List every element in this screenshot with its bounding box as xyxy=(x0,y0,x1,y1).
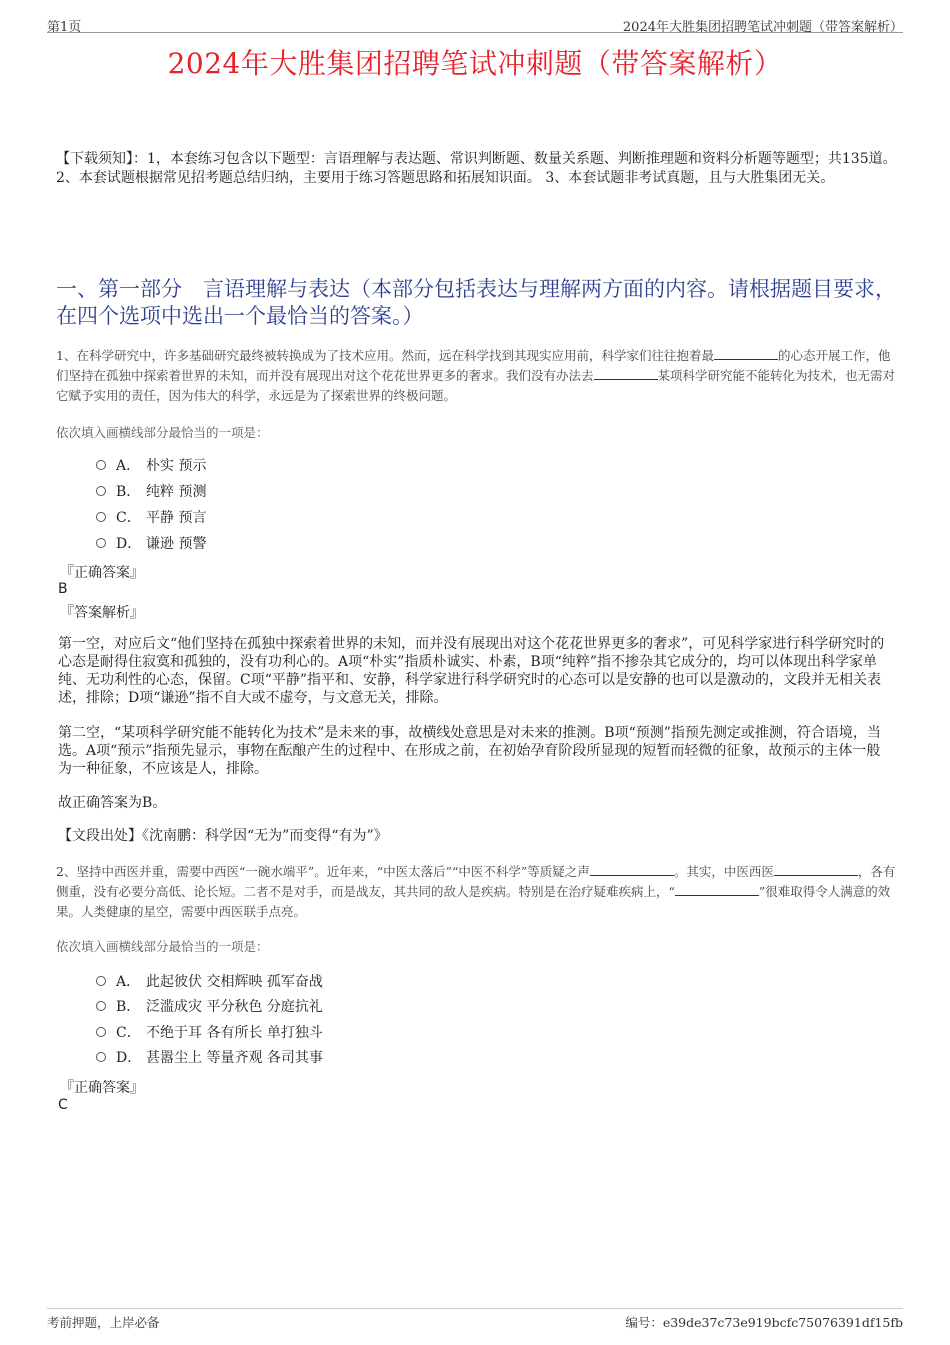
analysis-label: 『答案解析』 xyxy=(60,605,144,621)
page-number: 第1页 xyxy=(47,20,82,35)
analysis-conclusion: 故正确答案为B。 xyxy=(58,795,167,811)
text-source: 【文段出处】《沈南鹏：科学因“无为”而变得“有为”》 xyxy=(58,828,388,844)
analysis-paragraph-1: 第一空，对应后文“他们坚持在孤独中探索着世界的未知，而并没有展现出对这个花花世界更多的奢求”，可见科学家进行科学研究时的心态是耐得住寂寞和孤独的，没有功利心的。A项“朴实”指质朴诚实、朴素，B项“纯粹”指不掺杂其它成分的，均可以体现出科学家单纯、无功利性的心态，保留。C项“平静”指平和、安静，科学家进行科学研究时的心态可以是安静的也可以是激动的，文段并无相关表述，排除；D项“谦逊”指不自大或不虚夸，与文意无关，排除。 xyxy=(58,636,885,706)
blank-line xyxy=(590,863,674,876)
download-notice: 【下载须知】：1，本套练习包含以下题型：言语理解与表达题、常识判断题、数量关系题、判断推理题和资料分析题等题型；共135道。 2、本套试题根据常见招考题总结归纳，主要用于练习答题思路和拓展知识面。 3、本套试题非考试真题，且与大胜集团无关。 xyxy=(56,151,897,186)
radio-icon[interactable] xyxy=(96,1052,106,1062)
radio-icon[interactable] xyxy=(96,976,106,986)
blank-line xyxy=(714,347,778,360)
radio-icon[interactable] xyxy=(96,512,106,522)
question-2-option-a[interactable]: A． 此起彼伏 交相辉映 孤军奋战 xyxy=(96,972,323,992)
blank-line xyxy=(675,883,759,896)
blank-line xyxy=(774,863,858,876)
radio-icon[interactable] xyxy=(96,1027,106,1037)
question-2-option-b[interactable]: B． 泛滥成灾 平分秋色 分庭抗礼 xyxy=(96,997,323,1017)
page-header xyxy=(47,14,903,33)
question-1-prompt: 依次填入画横线部分最恰当的一项是： xyxy=(56,425,269,440)
question-1-option-b[interactable]: B． 纯粹 预测 xyxy=(96,482,206,502)
question-1-option-c[interactable]: C． 平静 预言 xyxy=(96,508,206,528)
blank-line xyxy=(594,367,658,380)
question-2-text: 2、坚持中西医并重，需要中西医“一碗水端平”。近年来，“中医太落后”“中医不科学”等质疑之声 。其实，中医西医 ，各有侧重，没有必要分高低、论长短。二者不是对手，而是战友，其共同的敌人是疾病。特别是在治疗疑难疾病上，“ ”很难取得令人满意的效果。人类健康的星空，需要中西医联手点亮。 xyxy=(56,864,896,919)
footer-document-id: 编号：e39de37c73e919bcfc75076391df15fb xyxy=(625,1315,903,1330)
answer-label: 『正确答案』 xyxy=(60,1080,144,1096)
radio-icon[interactable] xyxy=(96,486,106,496)
question-1-option-a[interactable]: A． 朴实 预示 xyxy=(96,456,206,476)
radio-icon[interactable] xyxy=(96,538,106,548)
footer-divider xyxy=(47,1308,903,1309)
question-1-option-d[interactable]: D． 谦逊 预警 xyxy=(96,534,206,554)
radio-icon[interactable] xyxy=(96,1001,106,1011)
answer-value: B xyxy=(58,581,68,597)
radio-icon[interactable] xyxy=(96,460,106,470)
question-2-option-d[interactable]: D． 甚嚣尘上 等量齐观 各司其事 xyxy=(96,1048,323,1068)
document-title: 2024年大胜集团招聘笔试冲刺题（带答案解析） xyxy=(167,47,783,80)
question-2-prompt: 依次填入画横线部分最恰当的一项是： xyxy=(56,939,269,954)
section-heading: 一、第一部分 言语理解与表达（本部分包括表达与理解两方面的内容。请根据题目要求，在四个选项中选出一个最恰当的答案。） xyxy=(56,277,896,328)
analysis-paragraph-2: 第二空，“某项科学研究能不能转化为技术”是未来的事，故横线处意思是对未来的推测。B项“预测”指预先测定或推测，符合语境，当选。A项“预示”指预先显示，事物在酝酿产生的过程中、在形成之前，在初始孕育阶段所显现的短暂而轻微的征象，故预示的主体一般为一种征象，不应该是人，排除。 xyxy=(58,725,881,777)
answer-label: 『正确答案』 xyxy=(60,565,144,581)
footer-slogan: 考前押题，上岸必备 xyxy=(47,1315,160,1330)
question-1-text: 1、在科学研究中，许多基础研究最终被转换成为了技术应用。然而，远在科学找到其现实应用前，科学家们往往抱着最 的心态开展工作，他们坚持在孤独中探索着世界的未知，而并没有展现出对这个花花世界更多的奢求。我们没有办法去 某项科学研究能不能转化为技术，也无需对它赋予实用的责任，因为伟大的科学，永远是为了探索世界的终极问题。 xyxy=(56,348,896,403)
question-2-option-c[interactable]: C． 不绝于耳 各有所长 单打独斗 xyxy=(96,1023,323,1043)
header-doc-title: 2024年大胜集团招聘笔试冲刺题（带答案解析） xyxy=(622,20,903,35)
answer-value: C xyxy=(58,1097,68,1113)
